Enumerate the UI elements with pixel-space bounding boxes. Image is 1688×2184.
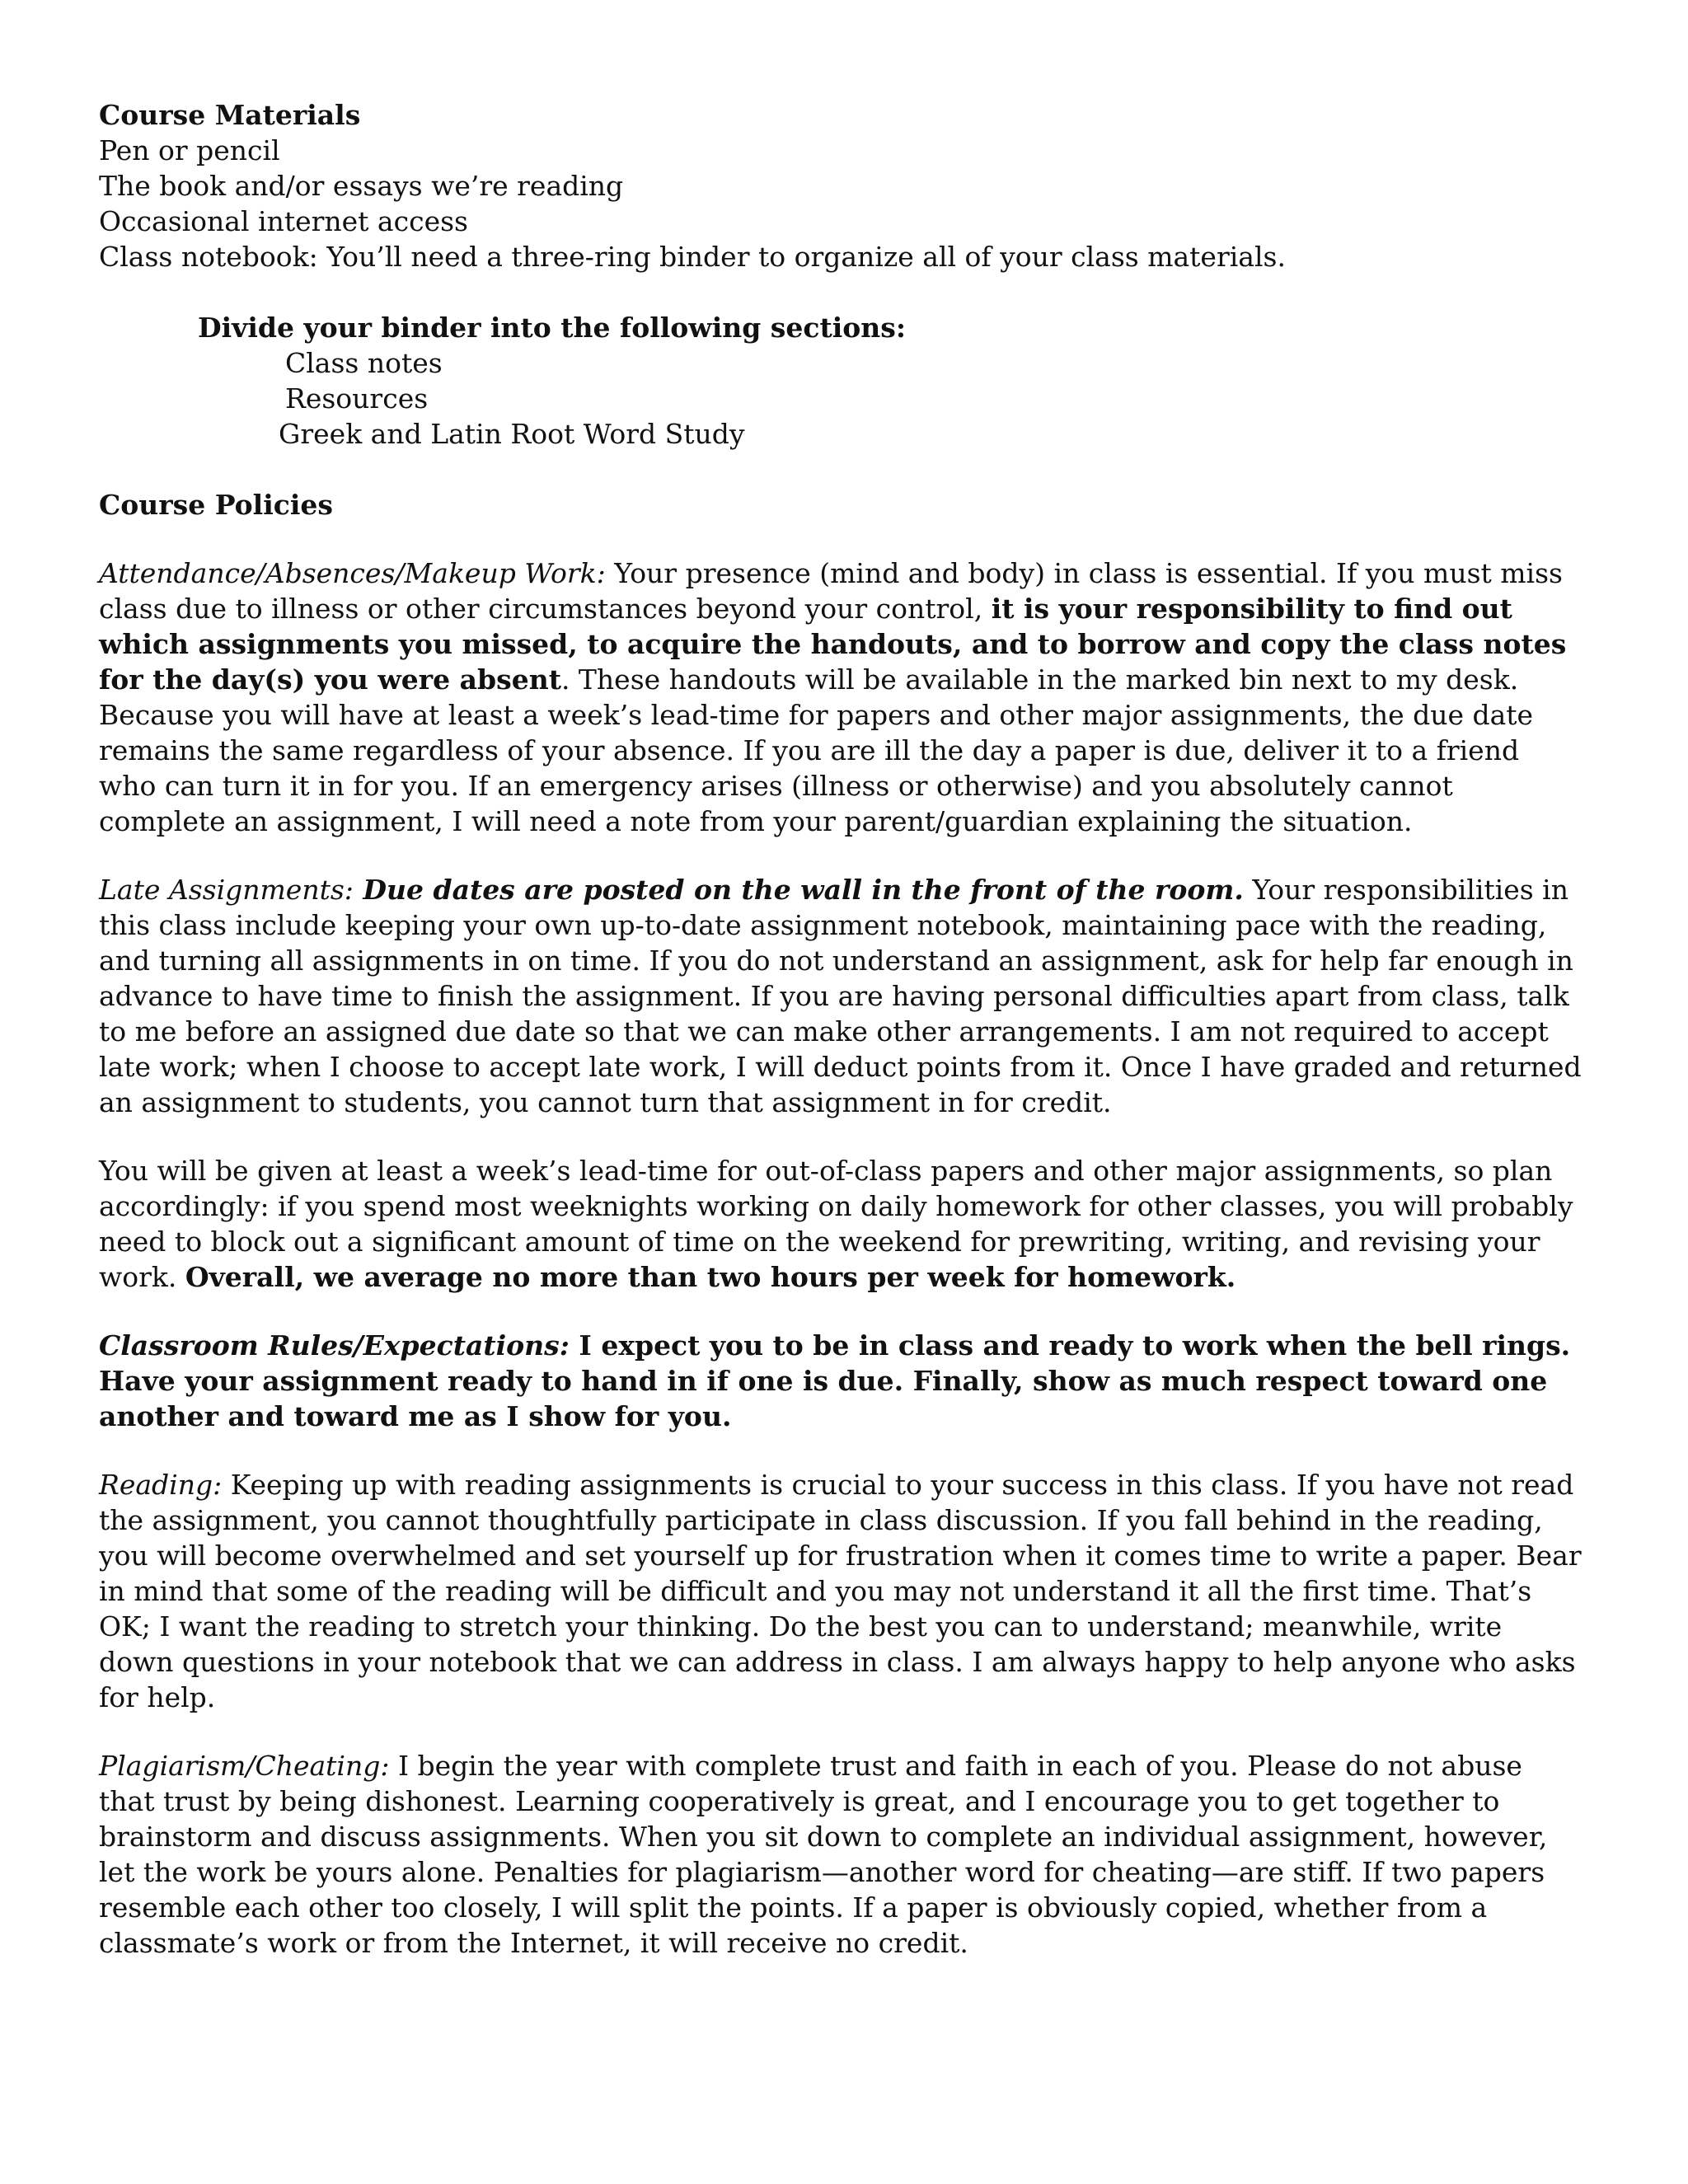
- spacer: [99, 839, 1582, 872]
- late-assignments-body: Your responsibilities in this class include keeping your own up-to-date assignment notebook, maintaining pace with the reading, and turning all assignments in on time. If you do not understand an assignment, ask for help far enough in advance to have time to finish the assignment. If you are having personal difficulties apart from class, talk to me before an assigned due date so that we can make other arrangements. I am not required to accept late work; when I choose to accept late work, I will deduct points from it. Once I have graded and returned an assignment to students, you cannot turn that assignment in for credit.: [99, 874, 1582, 1118]
- binder-sections-heading: Divide your binder into the following sections:: [198, 312, 907, 344]
- lead-time-paragraph: [99, 1153, 1582, 1295]
- spacer: [99, 1120, 1582, 1153]
- spacer: [99, 1434, 1582, 1467]
- document-body: [99, 97, 1582, 1961]
- late-assignments-emphasis: Due dates are posted on the wall in the front of the room.: [353, 874, 1244, 906]
- materials-item: Pen or pencil: [99, 134, 280, 166]
- binder-section-item: Class notes: [285, 347, 443, 379]
- classroom-rules-label: Classroom Rules/Expectations:: [99, 1329, 570, 1361]
- binder-section-item: Greek and Latin Root Word Study: [279, 418, 745, 450]
- course-policies-heading: Course Policies: [99, 489, 333, 521]
- spacer: [99, 452, 1582, 487]
- attendance-label: Attendance/Absences/Makeup Work:: [99, 557, 606, 589]
- lead-time-emphasis: Overall, we average no more than two hours per week for homework.: [185, 1261, 1236, 1293]
- attendance-emphasis: it is your responsibility to find out which assignments you missed, to acquire the handouts, and to borrow and copy the class notes for the day(s) you were absent: [99, 593, 1567, 696]
- attendance-body: . These handouts will be available in the marked bin next to my desk. Because you will have at least a week’s lead-time for papers and other major assignments, the due date remains the same regardless of your absence. If you are ill the day a paper is due, deliver it to a friend who can turn it in for you. If an emergency arises (illness or otherwise) and you absolutely cannot complete an assignment, I will need a note from your parent/guardian explaining the situation.: [99, 663, 1534, 837]
- classroom-rules-body: I expect you to be in class and ready to work when the bell rings. Have your assignment ready to hand in if one is due. Finally, show as much respect toward one another and toward me as I show for you.: [99, 1329, 1571, 1432]
- plagiarism-body: I begin the year with complete trust and faith in each of you. Please do not abuse that trust by being dishonest. Learning cooperatively is great, and I encourage you to get together to brainstorm and discuss assignments. When you sit down to complete an individual assignment, however, let the work be yours alone. Penalties for plagiarism—another word for cheating—are stiff. If two papers resemble each other too closely, I will split the points. If a paper is obviously copied, whether from a classmate’s work or from the Internet, it will receive no credit.: [99, 1750, 1548, 1959]
- plagiarism-label: Plagiarism/Cheating:: [99, 1750, 390, 1782]
- classroom-rules-paragraph: [99, 1328, 1582, 1434]
- materials-item: Class notebook: You’ll need a three-ring binder to organize all of your class materials.: [99, 241, 1286, 273]
- reading-label: Reading:: [99, 1469, 223, 1501]
- spacer: [99, 1715, 1582, 1748]
- late-assignments-label: Late Assignments:: [99, 874, 354, 906]
- spacer: [99, 274, 1582, 310]
- lead-time-body: You will be given at least a week’s lead-time for out-of-class papers and other major assignments, so plan accordingly: if you spend most weeknights working on daily homework for other classes, you will probably need to block out a significant amount of time on the weekend for prewriting, writing, and revising your work.: [99, 1155, 1573, 1293]
- spacer: [99, 1295, 1582, 1328]
- attendance-intro: Your presence (mind and body) in class is essential. If you must miss class due to illness or other circumstances beyond your control,: [99, 557, 1563, 625]
- plagiarism-paragraph: [99, 1748, 1582, 1961]
- materials-item: The book and/or essays we’re reading: [99, 170, 624, 202]
- binder-section-item: Resources: [285, 382, 429, 415]
- spacer: [99, 523, 1582, 555]
- attendance-paragraph: [99, 555, 1582, 839]
- reading-body: Keeping up with reading assignments is crucial to your success in this class. If you have not read the assignment, you cannot thoughtfully participate in class discussion. If you fall behind in the reading, you will become overwhelmed and set yourself up for frustration when it comes time to write a paper. Bear in mind that some of the reading will be difficult and you may not understand it all the first time. That’s OK; I want the reading to stretch your thinking. Do the best you can to understand; meanwhile, write down questions in your notebook that we can address in class. I am always happy to help anyone who asks for help.: [99, 1469, 1582, 1713]
- late-assignments-paragraph: [99, 872, 1582, 1120]
- reading-paragraph: [99, 1467, 1582, 1715]
- materials-item: Occasional internet access: [99, 205, 468, 237]
- course-materials-heading: Course Materials: [99, 99, 361, 131]
